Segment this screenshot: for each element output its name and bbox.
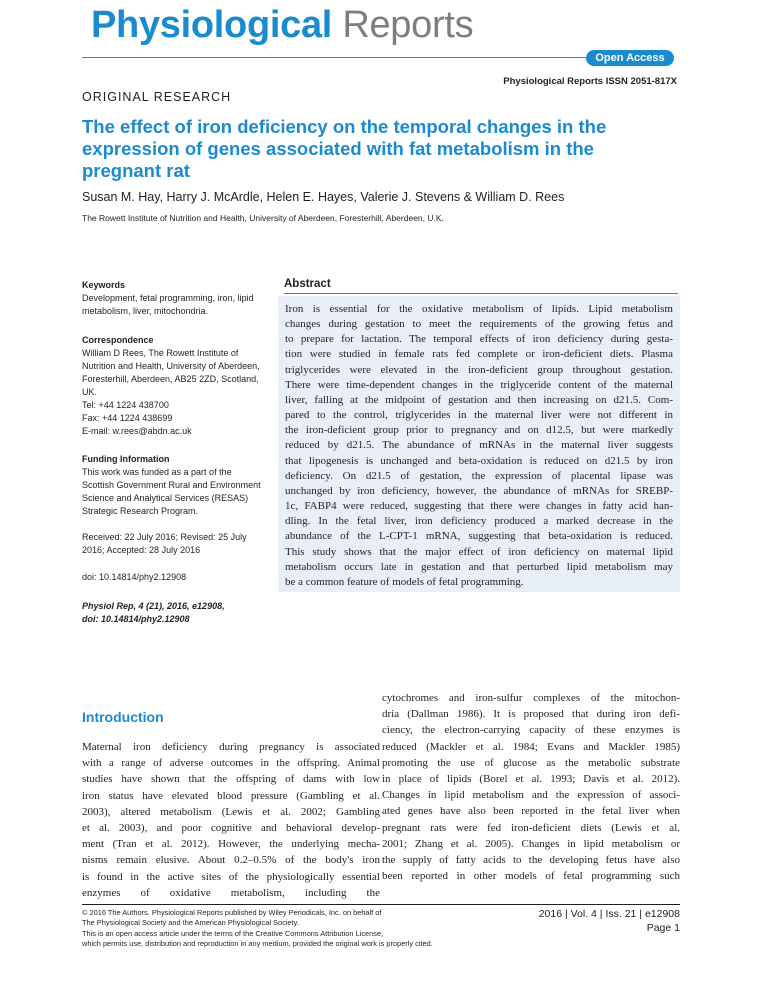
abstract-line: triglycerides were elevated in the iron-deficient group throughout gestation. [285,363,673,376]
copyright-line: © 2016 The Authors. Physiological Reports published by Wiley Periodicals, Inc. on behalf of [82,908,382,917]
intro-right-column [382,690,680,884]
abstract-line: There were time-dependent changes in the triglyceride content of the maternal [285,378,673,391]
copyright-line: which permits use, distribution and reproduction in any medium, provided the original work is properly cited. [82,938,433,948]
abstract-line: pared to the control, triglycerides in the maternal liver were not different in [285,409,673,422]
abstract-heading: Abstract [284,278,331,290]
intro-line: enzymes of oxidative metabolism, including the [82,886,380,899]
intro-line: 2003), altered metabolism (Lewis et al. 2002; Gambling [82,805,380,818]
intro-line: 2001; Zhang et al. 2005). Changes in lipid metabolism or [382,837,680,850]
phone-number: Tel: +44 1224 438700 [82,400,169,410]
author-list: Susan M. Hay, Harry J. McArdle, Helen E. Hayes, Valerie J. Stevens & William D. Rees [82,190,565,204]
abstract-line: tion were studied in female rats fed complete or iron-deficient diets. Plasma [285,348,673,361]
title-line: expression of genes associated with fat metabolism in the [82,138,594,159]
journal-issn: Physiological Reports ISSN 2051-817X [503,76,677,87]
correspondence-heading: Correspondence [82,335,154,345]
issue-line: 2016 | Vol. 4 | Iss. 21 | e12908 [538,908,680,920]
journal-name [91,2,473,48]
correspondence-block [82,334,262,438]
abstract-line: that lipogenesis is unchanged and beta-oxidation is reduced on d21.5 by iron [285,454,673,467]
citation-line: Physiol Rep, 4 (21), 2016, e12908, [82,601,225,611]
keywords-line: Development, fetal programming, iron, lipid [82,293,254,303]
funding-line: Scottish Government Rural and Environment [82,480,261,490]
page-number: Page 1 [646,922,680,934]
abstract-line: changes during gestation to meet the requirements of the growing fetus and [285,318,673,331]
abstract-line: reduced by d21.5. The abundance of mRNAs in the maternal liver suggests [285,439,673,452]
journal-name-bold: Physiological [91,4,333,46]
citation-line: doi: 10.14814/phy2.12908 [82,614,190,624]
abstract-line: unchanged by iron deficiency, however, the abundance of mRNAs for SREBP- [285,484,673,497]
dates-line: Received: 22 July 2016; Revised: 25 July [82,532,247,542]
article-section-label: ORIGINAL RESEARCH [82,90,232,104]
correspondence-line: Nutrition and Health, University of Aberdeen, [82,361,260,371]
intro-line: studies have shown that the offspring of dams with low [82,773,380,786]
affiliation: The Rowett Institute of Nutrition and Health, University of Aberdeen, Foresterhill, Aberdeen, U.K. [82,213,444,223]
footer-divider [82,904,680,905]
abstract-line: the iron-deficient group prior to pregnancy and on d12.5, but were markedly [285,424,673,437]
intro-line: with a range of adverse outcomes in the offspring. Animal [82,757,380,770]
correspondence-line: Foresterhill, Aberdeen, AB25 2ZD, Scotland, [82,374,259,384]
intro-left-column [82,739,380,901]
doi-link[interactable]: doi: 10.14814/phy2.12908 [82,572,187,582]
correspondence-line: William D Rees, The Rowett Institute of [82,348,239,358]
intro-line: the supply of fatty acids to the developing fetus have also [382,854,680,867]
copyright-line: This is an open access article under the terms of the Creative Commons Attribution License, [82,928,384,938]
keywords-block [82,279,262,318]
copyright-notice [82,908,433,949]
intro-line: dria (Dallman 1986). It is proposed that during iron defi- [382,708,680,721]
intro-line: ated genes have also been reported in the fetal liver when [382,805,680,818]
article-title [82,116,692,182]
abstract-line: dling. In the fetal liver, iron deficiency produced a marked decrease in the [285,515,673,528]
copyright-line: The Physiological Society and the American Physiological Society. [82,918,299,928]
intro-line: nisms remain elusive. About 0.2–0.5% of the body's iron [82,854,380,867]
doi-text [82,571,262,584]
introduction-heading: Introduction [82,709,164,725]
intro-line: in place of lipids (Borel et al. 1993; Davis et al. 2012). [382,773,680,786]
intro-line: iron status have elevated blood pressure (Gambling et al. [82,789,380,802]
keywords-heading: Keywords [82,280,126,290]
funding-heading: Funding Information [82,454,170,464]
open-access-badge: Open Access [586,50,674,66]
abstract-line: This study shows that the major effect of iron deficiency on maternal lipid [285,545,673,558]
intro-line: ciency, the electron-carrying capacity of these enzymes is [382,724,680,737]
abstract-line: Iron is essential for the oxidative metabolism of lipids. Lipid metabolism [285,303,673,315]
correspondence-line: UK. [82,387,98,397]
abstract-divider [284,293,678,294]
abstract-line: metabolism occurs late in gestation and that perturbed lipid metabolism may [285,560,673,573]
abstract-line: deficiency. On d21.5 of gestation, the expression of placental lipase was [285,469,673,482]
issue-info [539,907,680,935]
intro-line: ment (Tran et al. 2012). However, the underlying mecha- [82,838,380,851]
intro-line: pregnant rats were fed iron-deficient diets (Lewis et al. [382,821,680,834]
title-line: The effect of iron deficiency on the temporal changes in the [82,116,607,137]
email-link[interactable]: E-mail: w.rees@abdn.ac.uk [82,426,192,436]
intro-line: cytochromes and iron-sulfur complexes of the mitochon- [382,692,680,704]
funding-line: This work was funded as a part of the [82,467,232,477]
title-line: pregnant rat [82,160,190,181]
intro-line: Maternal iron deficiency during pregnancy is associated [82,741,380,753]
abstract-text [285,302,673,590]
intro-line: promoting the use of glucose as the metabolic substrate [382,756,680,769]
intro-line: Changes in lipid metabolism and the expression of associ- [382,789,680,802]
abstract-line: to prepare for lactation. The temporal effects of iron deficiency during gesta- [285,333,673,346]
keywords-line: metabolism, liver, mitochondria. [82,306,209,316]
fax-number: Fax: +44 1224 438699 [82,413,173,423]
abstract-line: liver, falling at the midpoint of gestation and then increasing on d21.5. Com- [285,393,673,406]
abstract-line: be a common feature of models of fetal programming. [285,575,524,588]
journal-name-light: Reports [332,4,474,46]
intro-line: et al. 2003), and poor cognitive and behavioral develop- [82,822,380,835]
funding-block [82,453,262,518]
abstract-line: 1c, FABP4 were reduced, suggesting that there were changes in fatty acid han- [285,500,673,513]
dates-line: 2016; Accepted: 28 July 2016 [82,545,201,555]
abstract-line: abundance of the L-CPT-1 mRNA, suggesting that beta-oxidation is reduced. [285,530,673,543]
funding-line: Strategic Research Program. [82,506,199,516]
dates-block [82,531,262,557]
intro-line: is found in the active sites of the physiologically essential [82,870,380,883]
funding-line: Science and Analytical Services (RESAS) [82,493,249,503]
intro-line: reduced (Mackler et al. 1984; Evans and Mackler 1985) [382,740,680,753]
citation-block [82,600,262,626]
intro-line: been reported in other models of fetal programming such [382,870,680,883]
